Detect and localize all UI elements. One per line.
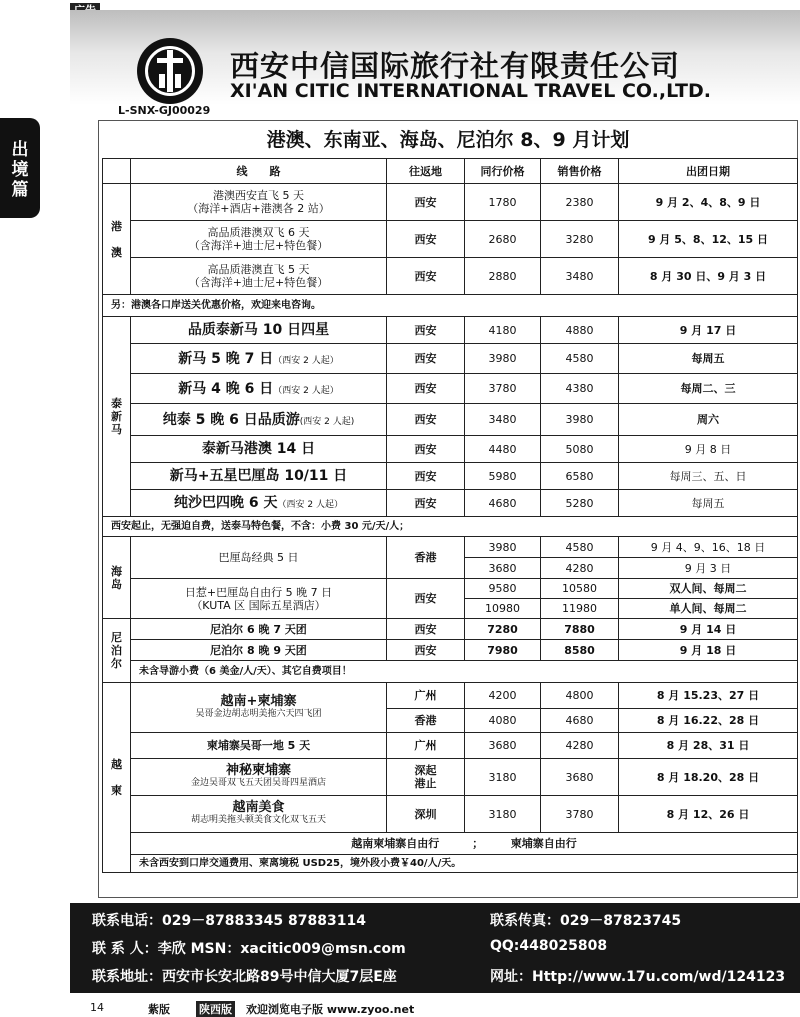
footer-brand: 陕西版 [196,1001,235,1017]
contact-fax: 联系传真：029－87823745 [490,913,682,929]
table-row: 新马 4 晚 6 日（西安 2 人起） 西安 3780 4380 每周二、三 [103,374,798,404]
hk-note: 另：港澳各口岸送关优惠价格，欢迎来电咨询。 [103,295,798,317]
table-row: 3680 4280 9 月 3 日 [103,558,798,579]
vietnam-note: 未含西安到口岸交通费用、柬离境税 USD25，境外段小费￥40/人/天。 [131,855,798,873]
page-footer [70,998,800,1017]
header-sale-price: 销售价格 [541,159,619,184]
table-row: 越南美食 胡志明美拖头顿美食文化双飞五天 深圳 3180 3780 8 月 12、26 日 [103,796,798,833]
table-row: 海 岛 巴厘岛经典 5 日 香港 3980 4580 9 月 4、9、16、18 日 [103,537,798,558]
footer-text: 欢迎浏览电子版 www.zyoo.net [246,1003,415,1016]
contact-address: 联系地址：西安市长安北路89号中信大厦7层E座 [92,969,397,985]
company-name-en: XI'AN CITIC INTERNATIONAL TRAVEL CO.,LTD. [230,80,711,102]
table-row: 高品质港澳双飞 6 天 （含海洋+迪士尼+特色餐） 西安 2680 3280 9 月 5、8、12、15 日 [103,221,798,258]
header-origin: 往返地 [387,159,465,184]
citic-logo-icon [137,38,203,104]
table-row: 10980 11980 单人间、每周二 [103,599,798,619]
header-route: 线 路 [131,159,387,184]
table-row: 越 柬 越南+柬埔寨 吴哥金边胡志明美拖六天四飞团 广州 4200 4800 8 月 15.23、27 日 [103,683,798,709]
region-island: 海 岛 [103,537,131,619]
license-number: L-SNX-GJ00029 [118,104,211,117]
tour-plan-table [102,158,798,873]
table-row: 香港 4080 4680 8 月 16.22、28 日 [103,709,798,733]
nepal-note: 未含导游小费（6 美金/人/天）、其它自费项目！ [131,661,798,683]
footer-section: 紫版 [148,1003,170,1016]
table-row: 泰 新 马 品质泰新马 10 日四星 西安 4180 4880 9 月 17 日 [103,317,798,344]
company-name-cn: 西安中信国际旅行社有限责任公司 [230,49,681,83]
tsm-note: 西安起止，无强迫自费，送泰马特色餐，不含：小费 30 元/天/人； [103,517,798,537]
region-tsm: 泰 新 马 [103,317,131,517]
table-row: 新马 5 晚 7 日（西安 2 人起） 西安 3980 4580 每周五 [103,344,798,374]
header-dates: 出团日期 [619,159,798,184]
table-row: 泰新马港澳 14 日 西安 4480 5080 9 月 8 日 [103,436,798,463]
contact-panel [70,903,800,993]
contact-website: 网址：Http://www.17u.com/wd/124123 [490,969,786,985]
table-row: 尼 泊 尔 尼泊尔 6 晚 7 天团 西安 7280 7880 9 月 14 日 [103,619,798,640]
page-number: 14 [90,1001,104,1014]
table-row: 纯泰 5 晚 6 日品质游(西安 2 人起) 西安 3480 3980 周六 [103,404,798,436]
region-nepal: 尼 泊 尔 [103,619,131,683]
page-title: 港澳、东南亚、海岛、尼泊尔 8、9 月计划 [266,129,630,151]
header-peer-price: 同行价格 [465,159,541,184]
table-row: 日惹+巴厘岛自由行 5 晚 7 日 （KUTA 区 国际五星酒店） 西安 9580 10580 双人间、每周二 [103,579,798,599]
table-row: 尼泊尔 8 晚 9 天团 西安 7980 8580 9 月 18 日 [103,640,798,661]
table-row: 高品质港澳直飞 5 天 （含海洋+迪士尼+特色餐） 西安 2880 3480 8 月 30 日、9 月 3 日 [103,258,798,295]
contact-phone: 联系电话：029－87883345 87883114 [92,913,366,929]
table-row: 纯沙巴四晚 6 天（西安 2 人起） 西安 4680 5280 每周五 [103,490,798,517]
table-row: 新马+五星巴厘岛 10/11 日 西安 5980 6580 每周三、五、日 [103,463,798,490]
table-row: 神秘柬埔寨 金边吴哥双飞五天团吴哥四星酒店 深起 港止 3180 3680 8 月 18.20、28 日 [103,759,798,796]
section-tab: 出 境 篇 [0,118,40,218]
region-hk: 港 澳 [103,184,131,295]
contact-qq: QQ:448025808 [490,938,608,954]
contact-person: 联 系 人：李欣 MSN：xacitic009@msn.com [92,941,406,957]
table-row: 柬埔寨吴哥一地 5 天 广州 3680 4280 8 月 28、31 日 [103,733,798,759]
table-row: 港 澳 港澳西安直飞 5 天 （海洋+酒店+港澳各 2 站） 西安 1780 2380 9 月 2、4、8、9 日 [103,184,798,221]
table-header-row [103,159,798,184]
region-vietnam: 越 柬 [103,683,131,873]
vietnam-free-travel: 越南柬埔寨自由行 ； 柬埔寨自由行 [131,833,798,855]
